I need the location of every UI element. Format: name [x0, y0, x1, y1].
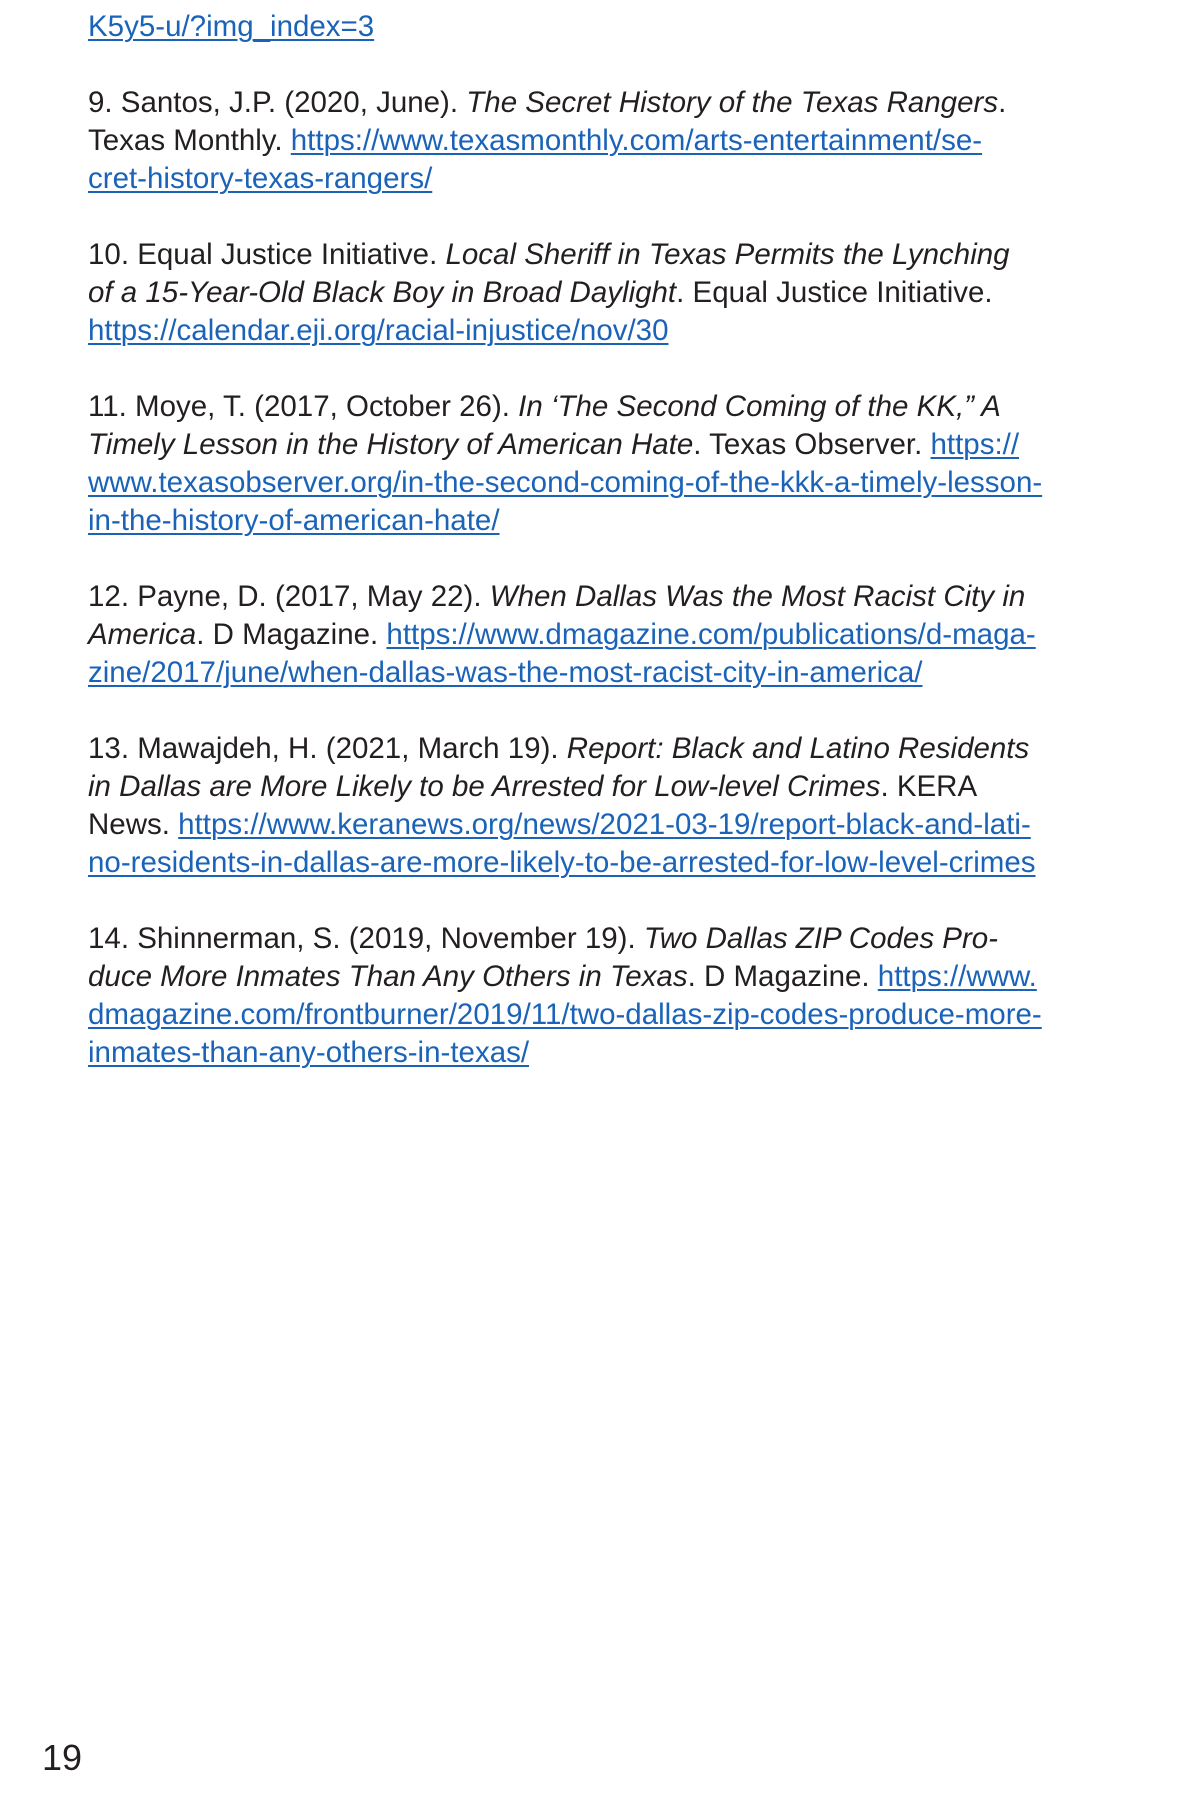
- reference-14-title-cont: duce More Inmates Than Any Others in Texas: [88, 960, 688, 993]
- reference-10-citation: 10. Equal Justice Initiative.: [88, 238, 446, 271]
- reference-12-publisher: . D Magazine.: [196, 618, 387, 651]
- reference-9-punct: .: [998, 86, 1007, 119]
- reference-12-line-2: [88, 616, 1140, 654]
- reference-12-link[interactable]: https://www.dmagazine.com/publications/d-maga-: [386, 618, 1036, 651]
- reference-14-link-cont[interactable]: dmagazine.com/frontburner/2019/11/two-dallas-zip-codes-produce-more-: [88, 998, 1042, 1031]
- reference-13-line-1: [88, 730, 1140, 768]
- reference-13-link-cont[interactable]: no-residents-in-dallas-are-more-likely-to-be-arrested-for-low-level-crimes: [88, 846, 1036, 879]
- reference-14-title: Two Dallas ZIP Codes Pro-: [643, 922, 998, 955]
- spacer: [88, 540, 1140, 578]
- reference-11-line-2: [88, 426, 1140, 464]
- reference-12-line-3: [88, 654, 1140, 692]
- reference-11-link-cont[interactable]: www.texasobserver.org/in-the-second-coming-of-the-kkk-a-timely-lesson-: [88, 466, 1043, 499]
- reference-10-title: Local Sheriff in Texas Permits the Lynching: [445, 238, 1010, 271]
- reference-14-link-end[interactable]: inmates-than-any-others-in-texas/: [88, 1036, 530, 1069]
- reference-9-link[interactable]: https://www.texasmonthly.com/arts-entertainment/se-: [290, 124, 983, 157]
- reference-14: [88, 920, 1140, 1072]
- reference-14-link[interactable]: https://www.: [877, 960, 1037, 993]
- reference-9-citation: 9. Santos, J.P. (2020, June).: [88, 86, 467, 119]
- reference-14-citation: 14. Shinnerman, S. (2019, November 19).: [88, 922, 644, 955]
- reference-11-title: In ‘The Second Coming of the KK,” A: [518, 390, 1001, 423]
- spacer: [88, 350, 1140, 388]
- reference-13-publisher: . KERA: [880, 770, 978, 803]
- reference-8-continuation: [88, 8, 1140, 46]
- reference-13-citation: 13. Mawajdeh, H. (2021, March 19).: [88, 732, 567, 765]
- reference-12-citation: 12. Payne, D. (2017, May 22).: [88, 580, 490, 613]
- reference-11-publisher: . Texas Observer.: [693, 428, 931, 461]
- reference-14-line-3: [88, 996, 1140, 1034]
- reference-14-publisher: . D Magazine.: [687, 960, 878, 993]
- reference-13: [88, 730, 1140, 882]
- reference-14-line-2: [88, 958, 1140, 996]
- reference-13-title: Report: Black and Latino Residents: [566, 732, 1030, 765]
- reference-9-line-1: [88, 84, 1140, 122]
- reference-11-link[interactable]: https://: [930, 428, 1020, 461]
- reference-10-line-1: [88, 236, 1140, 274]
- reference-13-line-2: [88, 768, 1140, 806]
- reference-list: [88, 8, 1140, 1072]
- reference-10-publisher: . Equal Justice Initiative.: [676, 276, 993, 309]
- reference-12-line-1: [88, 578, 1140, 616]
- reference-9-line-2: [88, 122, 1140, 160]
- reference-10-line-2: [88, 274, 1140, 312]
- spacer: [88, 692, 1140, 730]
- reference-8-link[interactable]: K5y5-u/?img_index=3: [88, 10, 375, 43]
- reference-9-link-cont[interactable]: cret-history-texas-rangers/: [88, 162, 433, 195]
- reference-9-publisher: Texas Monthly.: [88, 124, 291, 157]
- reference-11: [88, 388, 1140, 540]
- spacer: [88, 198, 1140, 236]
- reference-9-line-3: [88, 160, 1140, 198]
- reference-13-title-cont: in Dallas are More Likely to be Arrested for Low-level Crimes: [88, 770, 881, 803]
- reference-10-title-cont: of a 15-Year-Old Black Boy in Broad Daylight: [88, 276, 677, 309]
- reference-12: [88, 578, 1140, 692]
- reference-13-line-4: [88, 844, 1140, 882]
- reference-12-title-cont: America: [88, 618, 197, 651]
- reference-11-title-cont: Timely Lesson in the History of American Hate: [88, 428, 694, 461]
- spacer: [88, 46, 1140, 84]
- reference-10-line-3: [88, 312, 1140, 350]
- reference-9-title: The Secret History of the Texas Rangers: [466, 86, 999, 119]
- reference-12-title: When Dallas Was the Most Racist City in: [489, 580, 1026, 613]
- reference-14-line-1: [88, 920, 1140, 958]
- reference-14-line-4: [88, 1034, 1140, 1072]
- reference-11-line-4: [88, 502, 1140, 540]
- reference-11-line-3: [88, 464, 1140, 502]
- reference-13-line-3: [88, 806, 1140, 844]
- page-number: 19: [42, 1737, 83, 1778]
- reference-9: [88, 84, 1140, 198]
- reference-13-publisher-cont: News.: [88, 808, 179, 841]
- reference-13-link[interactable]: https://www.keranews.org/news/2021-03-19/report-black-and-lati-: [178, 808, 1031, 841]
- reference-11-citation: 11. Moye, T. (2017, October 26).: [88, 390, 519, 423]
- spacer: [88, 882, 1140, 920]
- reference-11-link-end[interactable]: in-the-history-of-american-hate/: [88, 504, 500, 537]
- reference-10: [88, 236, 1140, 350]
- reference-12-link-cont[interactable]: zine/2017/june/when-dallas-was-the-most-racist-city-in-america/: [88, 656, 923, 689]
- reference-11-line-1: [88, 388, 1140, 426]
- reference-10-link[interactable]: https://calendar.eji.org/racial-injustice/nov/30: [88, 314, 669, 347]
